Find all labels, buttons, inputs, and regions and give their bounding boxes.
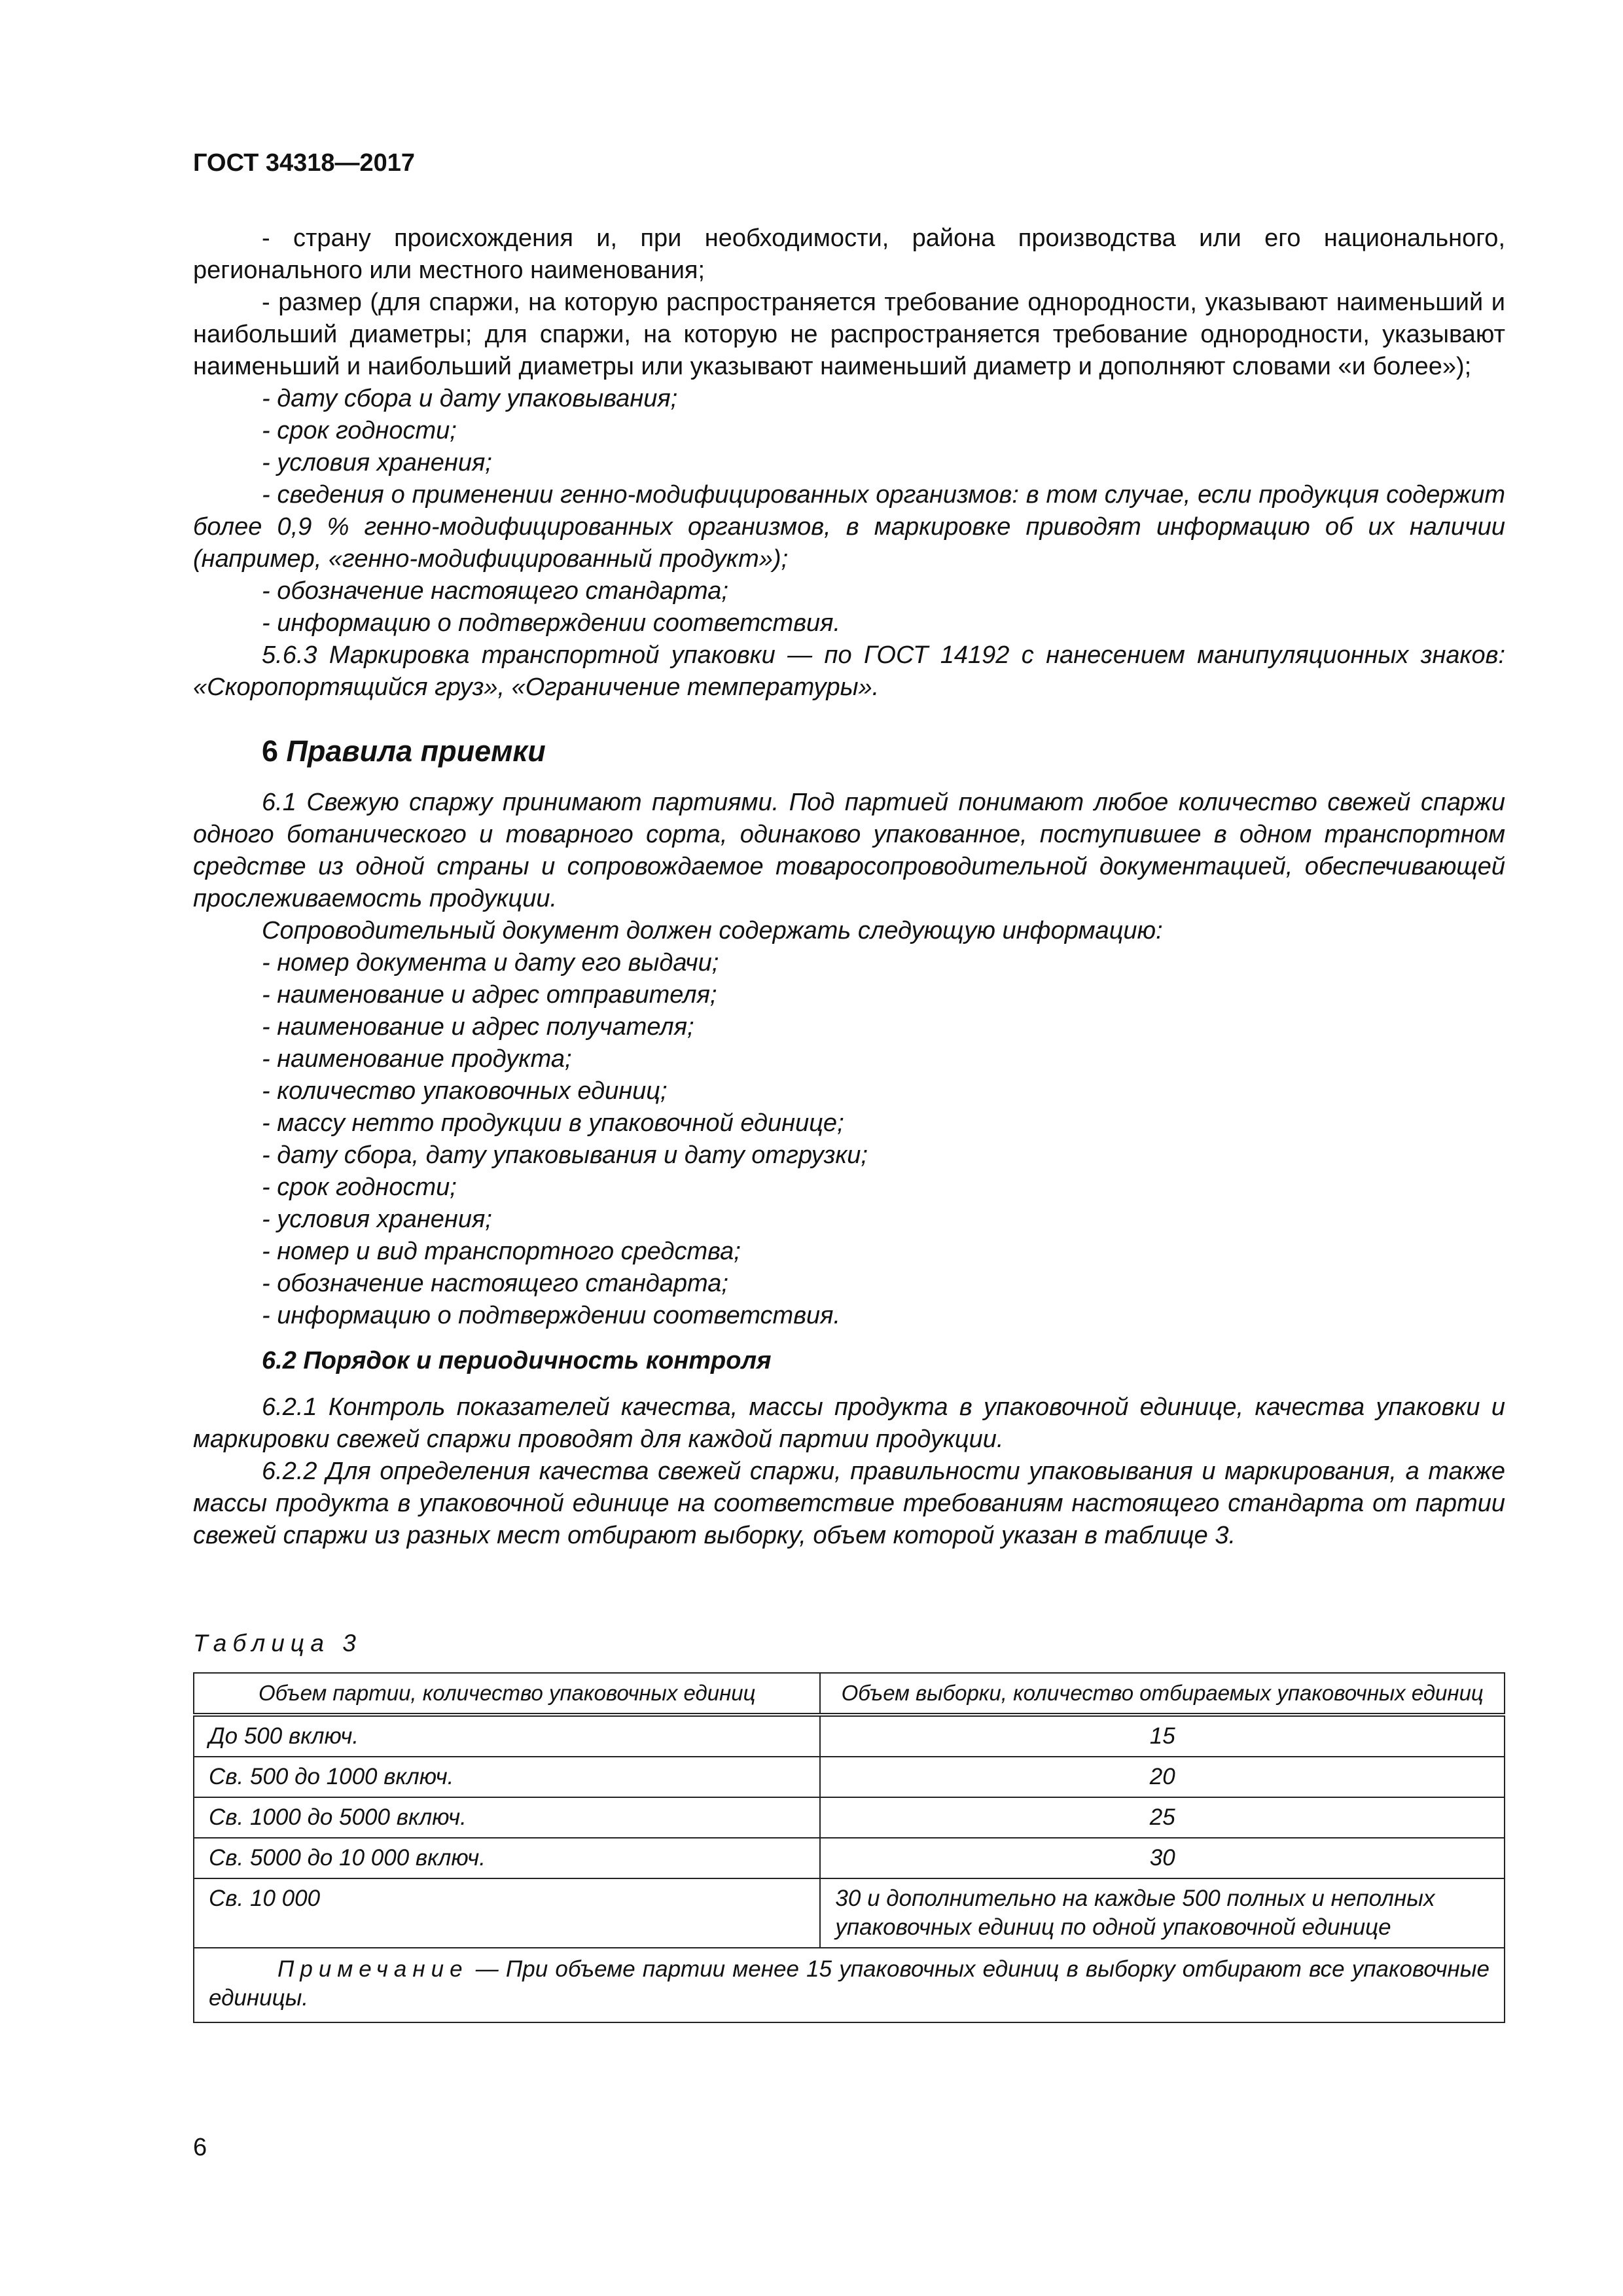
- table-row: [194, 1838, 1505, 1878]
- paragraph: - условия хранения;: [262, 449, 492, 476]
- list-item: - номер документа и дату его выдачи;: [262, 949, 719, 977]
- list-item: - срок годности;: [262, 1174, 457, 1201]
- paragraph: Сопроводительный документ должен содержать следующую информацию:: [262, 917, 1163, 944]
- list-item: - информацию о подтверждении соответствия.: [262, 1302, 841, 1329]
- table-row: [194, 1797, 1505, 1838]
- list-item: - условия хранения;: [262, 1206, 492, 1233]
- paragraph: - размер (для спаржи, на которую распространяется требование однородности, указывают наименьший и наибольший диаметры; для спаржи, на которую не распространяется требование однородности, указывают наименьший и наибольший диаметры или указывают наименьший диаметр и дополняют словами «и более»);: [193, 289, 1505, 380]
- table-row: [194, 1715, 1505, 1757]
- section-number: 6: [262, 734, 279, 768]
- table-cell: Св. 1000 до 5000 включ.: [194, 1797, 820, 1838]
- sample-size-table: [193, 1672, 1505, 2023]
- table-cell: 25: [820, 1797, 1505, 1838]
- table-cell: 20: [820, 1757, 1505, 1797]
- document-body: [193, 223, 1505, 1552]
- paragraph: - страну происхождения и, при необходимости, района производства или его национального, регионального или местного наименования;: [193, 224, 1505, 284]
- note-text: — При объеме партии менее 15 упаковочных единиц в выборку отбирают все упаковочные единицы.: [209, 1956, 1489, 2011]
- table-cell: Св. 500 до 1000 включ.: [194, 1757, 820, 1797]
- table-cell: Св. 5000 до 10 000 включ.: [194, 1838, 820, 1878]
- list-item: - номер и вид транспортного средства;: [262, 1238, 741, 1265]
- paragraph: 6.1 Свежую спаржу принимают партиями. Под партией понимают любое количество свежей спаржи одного ботанического и товарного сорта, одинаково упакованное, поступившее в одном транспортном средстве из одной страны и сопровождаемое товаросопроводительной документацией, обеспечивающей прослеживаемость продукции.: [193, 789, 1505, 912]
- list-item: - дату сбора, дату упаковывания и дату отгрузки;: [262, 1141, 868, 1169]
- section-title: Правила приемки: [286, 734, 546, 768]
- table-header-row: [194, 1673, 1505, 1715]
- table-cell: Св. 10 000: [194, 1878, 820, 1948]
- paragraph: 5.6.3 Маркировка транспортной упаковки — по ГОСТ 14192 с нанесением манипуляционных знаков: «Скоропортящийся груз», «Ограничение температуры».: [193, 641, 1505, 701]
- table-row: [194, 1757, 1505, 1797]
- list-item: - массу нетто продукции в упаковочной единице;: [262, 1109, 844, 1137]
- paragraph: 6.2.2 Для определения качества свежей спаржи, правильности упаковывания и маркирования, а также массы продукта в упаковочной единице на соответствие требованиям настоящего стандарта от партии свежей спаржи из разных мест отбирают выборку, объем которой указан в таблице 3.: [193, 1458, 1505, 1549]
- table-row: [194, 1878, 1505, 1948]
- list-item: - наименование и адрес отправителя;: [262, 981, 717, 1009]
- note-label: Примечание: [277, 1956, 469, 1982]
- section-heading: [193, 735, 1505, 767]
- paragraph: - обозначение настоящего стандарта;: [262, 577, 728, 605]
- paragraph: - срок годности;: [262, 417, 457, 444]
- table-title: Таблица 3: [193, 1630, 362, 1657]
- paragraph: - сведения о применении генно-модифицированных организмов: в том случае, если продукция содержит более 0,9 % генно-модифицированных организмов, в маркировке приводят информацию об их наличии (например, «генно-модифицированный продукт»);: [193, 481, 1505, 573]
- list-item: - обозначение настоящего стандарта;: [262, 1270, 728, 1297]
- subsection-heading: 6.2 Порядок и периодичность контроля: [262, 1347, 772, 1374]
- list-item: - наименование продукта;: [262, 1045, 572, 1073]
- paragraph: - информацию о подтверждении соответствия.: [262, 609, 841, 637]
- list-item: - наименование и адрес получателя;: [262, 1013, 694, 1041]
- list-item: - количество упаковочных единиц;: [262, 1077, 668, 1105]
- table-cell: До 500 включ.: [194, 1715, 820, 1757]
- table-note-row: [194, 1948, 1505, 2022]
- document-header: ГОСТ 34318—2017: [193, 149, 416, 177]
- column-header: Объем выборки, количество отбираемых упаковочных единиц: [820, 1673, 1505, 1715]
- paragraph: - дату сбора и дату упаковывания;: [262, 385, 678, 412]
- page-number: 6: [193, 2134, 207, 2161]
- table-cell: 30: [820, 1838, 1505, 1878]
- column-header: Объем партии, количество упаковочных единиц: [194, 1673, 820, 1715]
- paragraph: 6.2.1 Контроль показателей качества, массы продукта в упаковочной единице, качества упаковки и маркировки свежей спаржи проводят для каждой партии продукции.: [193, 1393, 1505, 1453]
- table-note: [194, 1948, 1505, 2022]
- table-cell: 30 и дополнительно на каждые 500 полных и неполных упаковочных единиц по одной упаковочной единице: [820, 1878, 1505, 1948]
- table-cell: 15: [820, 1715, 1505, 1757]
